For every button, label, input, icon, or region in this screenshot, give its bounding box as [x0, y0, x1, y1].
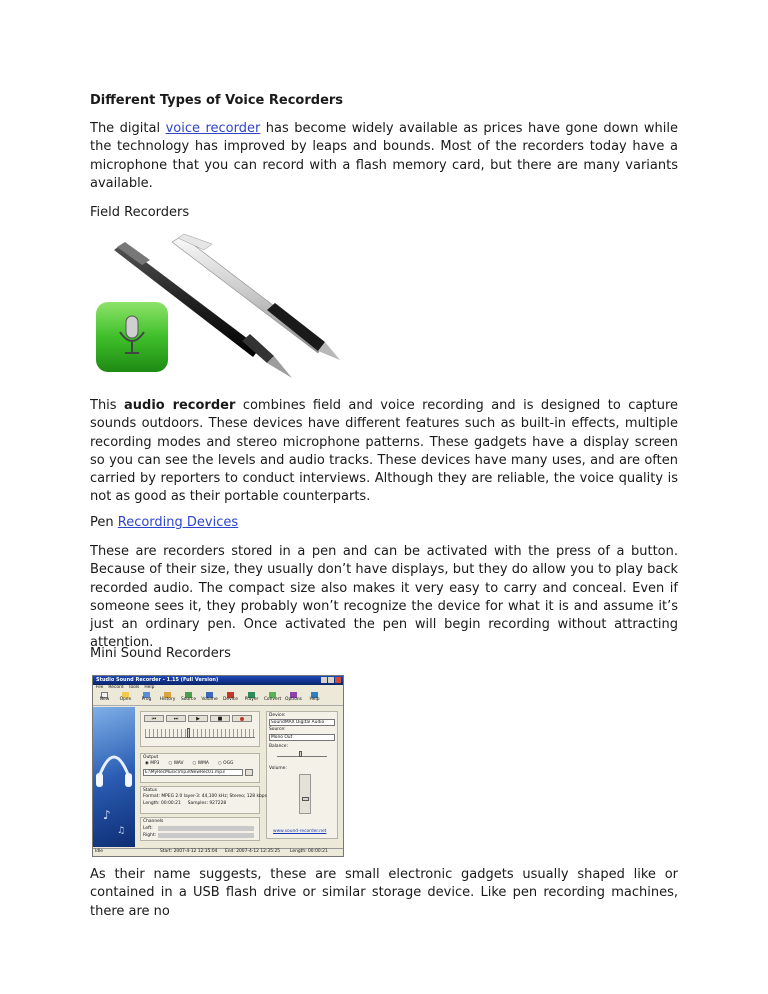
voice-recorder-link[interactable]: voice recorder — [165, 121, 261, 136]
balance-thumb[interactable] — [299, 751, 302, 757]
volume-thumb[interactable] — [302, 797, 309, 801]
menu-tools[interactable]: Tools — [128, 685, 140, 691]
minimize-icon[interactable] — [321, 677, 327, 683]
channels-panel — [140, 817, 260, 841]
decorative-side-panel — [93, 707, 135, 847]
status-idle: Idle — [95, 849, 104, 855]
headphones-icon — [93, 707, 135, 847]
stop-button[interactable]: ■ — [210, 715, 230, 722]
pen-heading-pre: Pen — [90, 515, 118, 530]
tool-player[interactable]: Player — [243, 692, 260, 705]
length-value: 00:00:21 — [161, 800, 181, 806]
website-link[interactable]: www.sound-recorder.net — [273, 828, 327, 834]
slider-thumb[interactable] — [187, 728, 190, 738]
tool-new[interactable]: New — [96, 692, 113, 705]
output-panel — [140, 753, 260, 783]
samples-value: 927228 — [209, 800, 227, 806]
format-ogg[interactable]: ○ OGG — [217, 761, 234, 767]
format-wav[interactable]: ○ WAV — [168, 761, 184, 767]
volume-slider[interactable] — [299, 774, 311, 814]
length-label: Length: — [143, 800, 160, 806]
tool-options[interactable]: Options — [285, 692, 302, 705]
menu-bar — [93, 685, 343, 692]
format-options — [145, 762, 255, 766]
window-status-bar — [93, 848, 343, 856]
device-label: Device: — [269, 713, 286, 718]
left-level-meter — [158, 826, 254, 831]
intro-text-post: has become widely available as prices have gone down while the technology has improved by leaps and bounds. Most of the recorders today have a microphone that you can record with a flash memory card, but there are many variants available. — [90, 121, 679, 191]
left-channel-label: Left: — [143, 825, 153, 831]
pen-recorder-image — [92, 232, 344, 382]
audio-recorder-bold: audio recorder — [124, 398, 236, 413]
balance-label: Balance: — [269, 743, 288, 749]
tool-open[interactable]: Open — [117, 692, 134, 705]
recording-devices-link[interactable]: Recording Devices — [117, 515, 239, 530]
record-icon — [240, 717, 244, 721]
close-icon[interactable] — [335, 677, 341, 683]
window-titlebar — [93, 676, 343, 685]
format-wma[interactable]: ○ WMA — [192, 761, 209, 767]
record-button[interactable] — [232, 715, 252, 722]
svg-text:♫: ♫ — [117, 826, 126, 836]
status-length: Length: 00:00:21 — [290, 849, 328, 855]
source-select[interactable]: Mono Out — [269, 734, 335, 741]
transport-panel — [140, 711, 260, 747]
field-text-post: combines field and voice recording and is designed to capture sounds outdoors. These devices have different features such as built-in effects, multiple recording modes and stereo microphone patterns. These gadgets have a display screen so you can see the levels and audio tracks. These devices have many uses, and are often carried by reporters to conduct interviews. Although they are reliable, the voice quality is not as good as their portable counterparts. — [90, 398, 678, 505]
status-label: Status — [143, 788, 157, 793]
mini-paragraph: As their name suggests, these are small electronic gadgets usually shaped like or contained in a USB flash drive or similar storage device. Like pen recording machines, there are no — [90, 867, 678, 919]
page-title: Different Types of Voice Recorders — [90, 93, 344, 108]
volume-label: Volume: — [269, 766, 287, 772]
field-recorders-heading: Field Recorders — [90, 205, 190, 220]
menu-file[interactable]: File — [96, 685, 104, 691]
menu-record[interactable]: Record — [108, 685, 124, 691]
tool-source[interactable]: Source — [180, 692, 197, 705]
maximize-icon[interactable] — [328, 677, 334, 683]
output-path-input[interactable]: E:\MyRecMusic\mp3\NewRec01.mp3 — [143, 769, 243, 776]
right-level-meter — [158, 833, 254, 838]
pen-recording-heading — [90, 514, 678, 532]
toolbar — [93, 692, 343, 706]
format-label: Format: — [143, 794, 160, 800]
tool-volume[interactable]: Volume — [201, 692, 218, 705]
status-panel — [140, 786, 267, 814]
svg-text:♪: ♪ — [103, 808, 111, 822]
balance-slider[interactable] — [277, 751, 327, 757]
device-panel — [266, 711, 338, 839]
intro-text-pre: The digital — [90, 121, 166, 136]
position-slider[interactable] — [145, 729, 255, 738]
microphone-app-icon — [96, 302, 168, 372]
channels-label: Channels — [143, 819, 164, 824]
browse-button[interactable] — [245, 769, 253, 776]
pen-paragraph: These are recorders stored in a pen and can be activated with the press of a button. Because of their size, they usually don’t have displays, but they do allow you to play back recorded audio. The compact size also makes it very easy to carry and conceal. Even if someone sees it, they probably won’t recognize the device for what it is and assume it’s just an ordinary pen. Once activated the pen will begin recording without attracting attention. — [90, 544, 678, 651]
output-label: Output — [143, 755, 159, 760]
play-button[interactable]: ▶ — [188, 715, 208, 722]
tool-device[interactable]: Device — [222, 692, 239, 705]
mini-recorders-heading: Mini Sound Recorders — [90, 646, 231, 661]
device-select[interactable]: SoundMAX Digital Audio — [269, 719, 335, 726]
rewind-button[interactable]: ⏮ — [144, 715, 164, 722]
source-label: Source: — [269, 727, 286, 733]
menu-help[interactable]: Help — [144, 685, 155, 691]
status-end: End: 2007-4-12 12:35:25 — [225, 849, 281, 855]
sound-recorder-screenshot — [92, 675, 344, 857]
forward-button[interactable]: ⏭ — [166, 715, 186, 722]
status-start: Start: 2007-4-12 12:35:04 — [160, 849, 218, 855]
right-channel-label: Right: — [143, 832, 157, 838]
tool-history[interactable]: History — [159, 692, 176, 705]
tool-convert[interactable]: Convert — [264, 692, 281, 705]
format-mp3[interactable]: ◉ MP3 — [145, 761, 160, 767]
field-text-pre: This — [90, 398, 125, 413]
tool-help[interactable]: Help — [306, 692, 323, 705]
samples-label: Samples: — [187, 800, 208, 806]
intro-paragraph — [90, 120, 678, 193]
field-paragraph — [90, 397, 678, 507]
format-value: MPEG 2.0 layer-3: 44,100 kHz; Stereo; 128 kbps — [161, 794, 267, 800]
window-title: Studio Sound Recorder - 1.15 (Full Version) — [96, 677, 219, 683]
tool-prog[interactable]: Prog — [138, 692, 155, 705]
